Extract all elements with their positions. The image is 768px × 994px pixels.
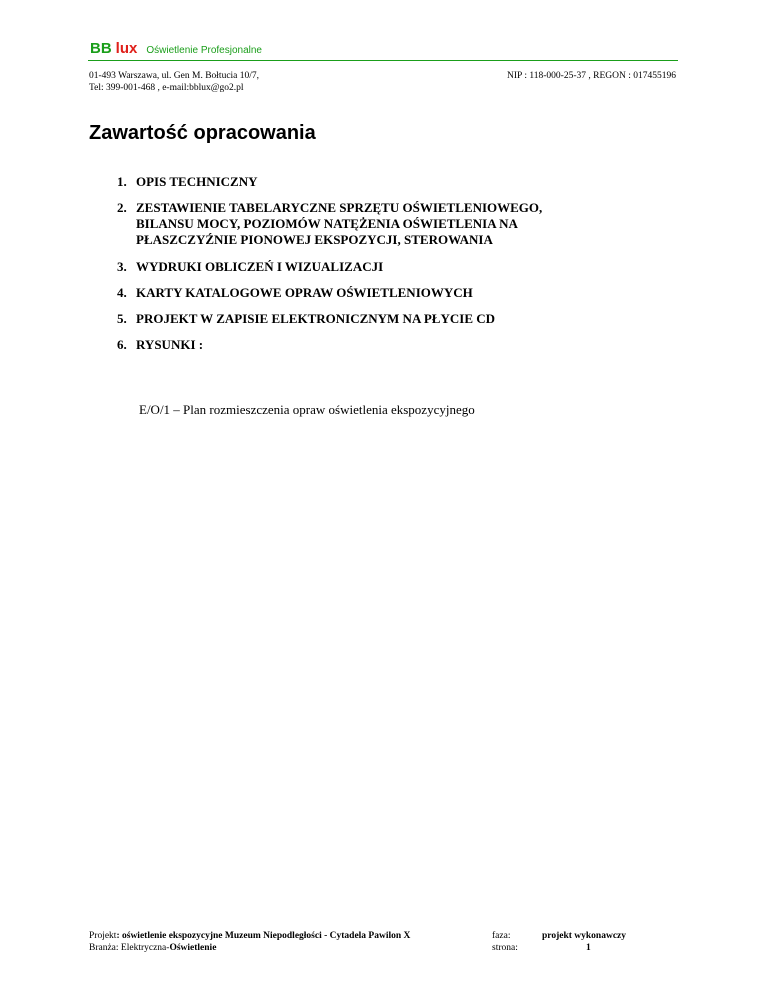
address-line: 01-493 Warszawa, ul. Gen M. Bołtucia 10/7, bbox=[89, 71, 260, 81]
page-label: strona: bbox=[492, 943, 518, 953]
contents-item-line: BILANSU MOCY, POZIOMÓW NATĘŻENIA OŚWIETLENIA NA bbox=[136, 216, 518, 231]
contents-item-line: PŁASZCZYŹNIE PIONOWEJ EKSPOZYCJI, STEROWANIA bbox=[136, 232, 493, 247]
footer-phase-info bbox=[492, 930, 626, 954]
company-address bbox=[89, 70, 259, 94]
contents-item-line: PROJEKT W ZAPISIE ELEKTRONICZNYM NA PŁYCIE CD bbox=[136, 311, 496, 326]
contents-item bbox=[117, 259, 657, 275]
contents-item-number: 4. bbox=[117, 285, 127, 300]
contents-item bbox=[117, 311, 657, 327]
contact-line: Tel: 399-001-468 , e-mail:bblux@go2.pl bbox=[89, 83, 244, 93]
contents-item bbox=[117, 174, 657, 190]
brand-bb: BB bbox=[90, 40, 112, 57]
contents-item bbox=[117, 200, 657, 248]
branch-value: Oświetlenie bbox=[169, 943, 217, 953]
contents-item-line: WYDRUKI OBLICZEŃ I WIZUALIZACJI bbox=[136, 259, 384, 274]
contents-item-number: 6. bbox=[117, 337, 127, 352]
contents-item-number: 5. bbox=[117, 311, 127, 326]
contents-item-text bbox=[136, 311, 495, 327]
footer-project-info bbox=[89, 930, 410, 954]
phase-label: faza: bbox=[492, 931, 511, 941]
contents-item-number: 3. bbox=[117, 259, 127, 274]
contents-item-number: 1. bbox=[117, 174, 127, 189]
contents-item-line: KARTY KATALOGOWE OPRAW OŚWIETLENIOWYCH bbox=[136, 285, 473, 300]
header-divider bbox=[88, 60, 678, 61]
footer-project-line bbox=[89, 930, 410, 942]
branch-label: Branża: Elektryczna- bbox=[89, 943, 170, 953]
project-label: Projekt bbox=[89, 931, 117, 941]
contents-item-text bbox=[136, 174, 257, 190]
brand-lux: lux bbox=[115, 40, 138, 57]
page-title: Zawartość opracowania bbox=[89, 122, 316, 144]
contents-item bbox=[117, 285, 657, 301]
footer-page-row bbox=[492, 942, 626, 954]
contents-item-line: RYSUNKI : bbox=[136, 337, 204, 352]
page-number: 1 bbox=[586, 943, 591, 953]
contents-item-line: OPIS TECHNICZNY bbox=[136, 174, 258, 189]
contents-item bbox=[117, 337, 657, 353]
footer-phase-row bbox=[492, 930, 626, 942]
drawing-item: E/O/1 – Plan rozmieszczenia opraw oświetlenia ekspozycyjnego bbox=[139, 402, 475, 417]
nip-regon: NIP : 118-000-25-37 , REGON : 017455196 bbox=[507, 71, 676, 81]
project-value: : oświetlenie ekspozycyjne Muzeum Niepodległości - Cytadela Pawilon X bbox=[116, 931, 411, 941]
brand-tagline: Oświetlenie Profesjonalne bbox=[146, 45, 262, 56]
phase-value: projekt wykonawczy bbox=[542, 931, 627, 941]
footer-branch-line bbox=[89, 942, 410, 954]
contents-item-text bbox=[136, 285, 473, 301]
contents-item-text bbox=[136, 200, 542, 248]
contents-item-line: ZESTAWIENIE TABELARYCZNE SPRZĘTU OŚWIETLENIOWEGO, bbox=[136, 200, 543, 215]
company-brand bbox=[90, 40, 262, 58]
contents-item-number: 2. bbox=[117, 200, 127, 215]
contents-item-text bbox=[136, 337, 203, 353]
contents-list bbox=[117, 174, 657, 363]
contents-item-text bbox=[136, 259, 383, 275]
